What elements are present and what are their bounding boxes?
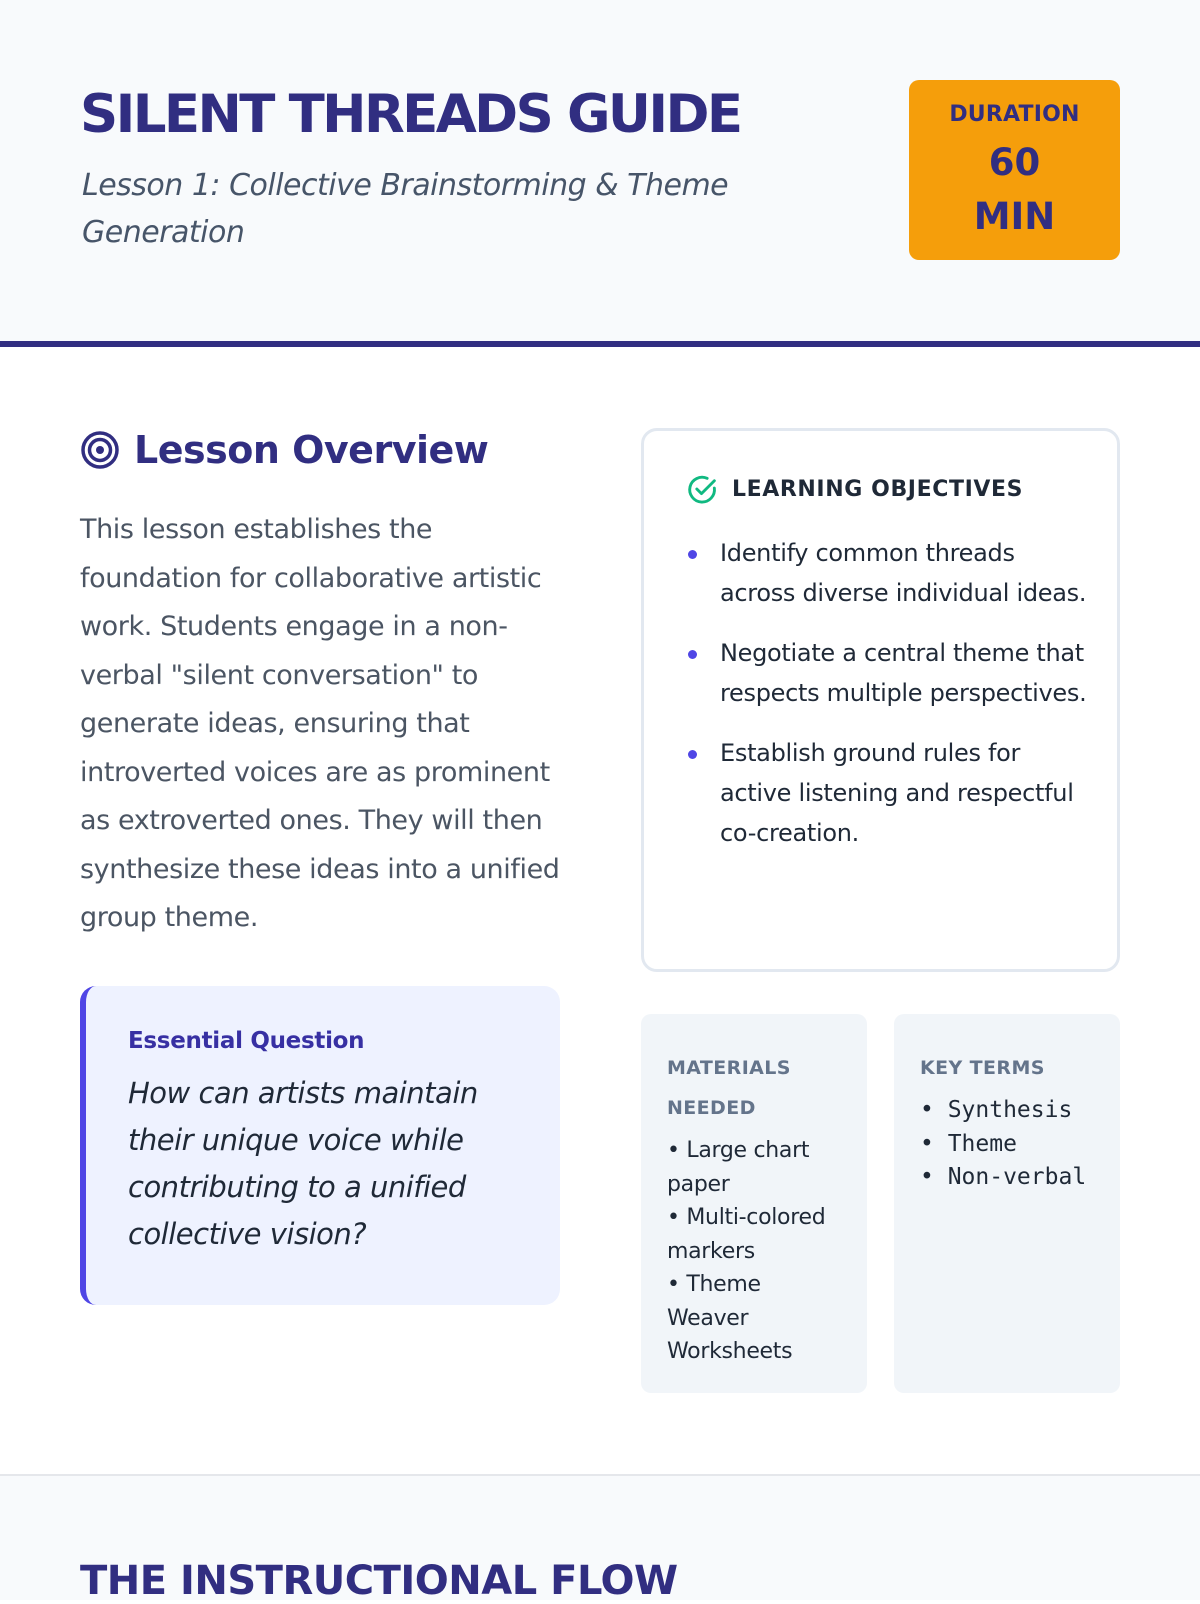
- objective-text: Identify common threads across diverse individual ideas.: [720, 539, 1087, 607]
- objectives-heading: [686, 473, 1023, 506]
- key-terms-card: [894, 1014, 1120, 1393]
- essential-question-box: [80, 986, 560, 1305]
- page-title: SILENT THREADS GUIDE: [80, 84, 741, 145]
- materials-card: [641, 1014, 867, 1393]
- duration-badge: [909, 80, 1120, 260]
- objective-text: Establish ground rules for active listening and respectful co-creation.: [720, 739, 1074, 847]
- objective-item: [686, 733, 1096, 853]
- overview-text: This lesson establishes the foundation for collaborative artistic work. Students engage in a non-verbal "silent conversation" to generate ideas, ensuring that introverted voices are as prominent as extroverted ones. They will then synthesize these ideas into a unified group theme.: [80, 514, 560, 933]
- check-circle-icon: [686, 473, 719, 506]
- duration-value: [909, 136, 1120, 244]
- key-term-item: • Non-verbal: [920, 1164, 1087, 1190]
- materials-title: MATERIALS NEEDED: [667, 1057, 791, 1119]
- objectives-title: LEARNING OBJECTIVES: [732, 477, 1024, 502]
- bullet-icon: [688, 750, 697, 759]
- duration-number: 60: [988, 141, 1041, 184]
- key-term-item: • Theme: [920, 1130, 1017, 1157]
- duration-unit: MIN: [973, 195, 1056, 238]
- learning-objectives-card: [641, 428, 1120, 972]
- bullet-icon: [688, 550, 697, 559]
- instructional-flow-title: THE INSTRUCTIONAL FLOW: [80, 1558, 678, 1604]
- overview-title: Lesson Overview: [134, 428, 489, 472]
- overview-heading: [80, 428, 488, 472]
- material-item: • Multi-colored markers: [667, 1205, 826, 1264]
- target-icon: [80, 430, 120, 470]
- essential-question-label: Essential Question: [128, 1028, 365, 1054]
- materials-list: [667, 1134, 847, 1369]
- objective-item: [686, 633, 1096, 713]
- essential-question-text: How can artists maintain their unique voice while contributing to a unified collective vision?: [128, 1076, 478, 1251]
- material-item: • Theme Weaver Worksheets: [667, 1272, 793, 1364]
- page-header: [0, 0, 1200, 347]
- material-item: • Large chart paper: [667, 1138, 810, 1197]
- objective-text: Negotiate a central theme that respects multiple perspectives.: [720, 639, 1087, 707]
- page-subtitle: Lesson 1: Collective Brainstorming & Theme Generation: [82, 168, 729, 250]
- bullet-icon: [688, 650, 697, 659]
- key-term-item: • Synthesis: [920, 1097, 1073, 1123]
- instructional-flow-section: [0, 1474, 1200, 1604]
- key-terms-title: KEY TERMS: [920, 1057, 1045, 1079]
- objective-item: [686, 533, 1096, 613]
- key-terms-list: [920, 1094, 1086, 1195]
- objectives-list: [686, 533, 1096, 873]
- duration-label: DURATION: [949, 102, 1080, 127]
